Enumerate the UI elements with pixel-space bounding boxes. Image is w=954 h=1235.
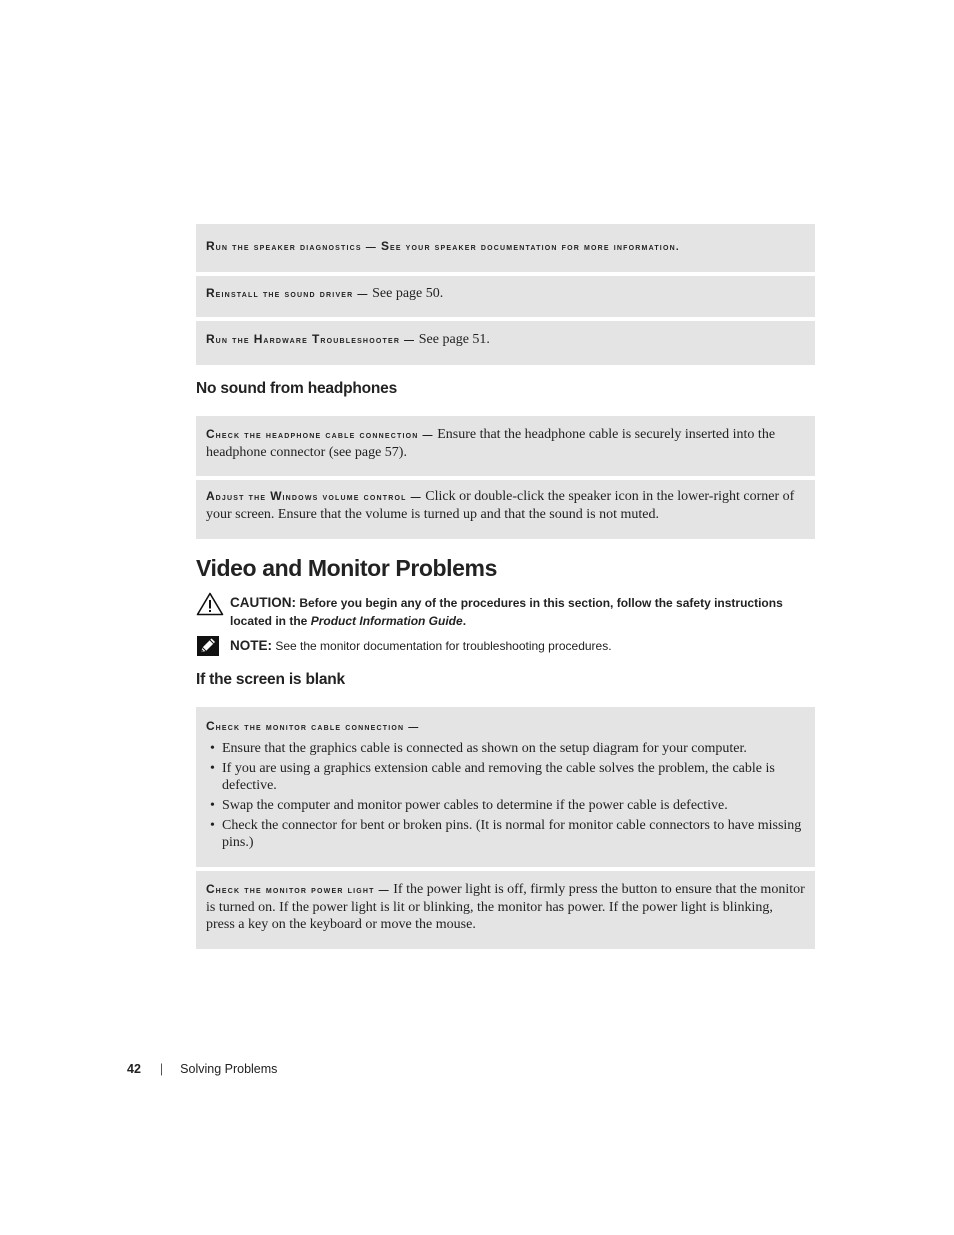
step-run-hardware-troubleshooter	[196, 321, 815, 365]
step-check-monitor-power-light	[196, 871, 815, 949]
step-run-speaker-diagnostics	[196, 224, 815, 272]
footer-separator: |	[159, 1062, 164, 1076]
caution-notice	[196, 594, 815, 630]
video-section-title: Video and Monitor Problems	[196, 555, 497, 581]
step-heading: Adjust the Windows volume control —	[206, 489, 422, 503]
caution-text: Before you begin any of the procedures in this section, follow the safety instructions located in the Product Information Guide.	[230, 596, 783, 628]
note-notice	[196, 637, 815, 655]
step-check-monitor-cable	[196, 707, 815, 867]
step-body: See page 50.	[372, 286, 444, 301]
step-heading: Run the Hardware Troubleshooter —	[206, 332, 416, 346]
step-heading: Check the monitor power light —	[206, 882, 390, 896]
note-label: NOTE:	[230, 638, 272, 653]
page-number: 42	[127, 1062, 141, 1076]
step-body: If the power light is off, firmly press the button to ensure that the monitor is turned on. If the power light is lit or blinking, the monitor has power. If the power light is blinking, press a key on the keyboard or move the mouse.	[206, 882, 805, 932]
step-body: See page 51.	[418, 332, 490, 347]
step-reinstall-sound-driver	[196, 276, 815, 317]
pencil-note-icon	[196, 635, 220, 662]
list-item: • If you are using a graphics extension cable and removing the cable solves the problem, the cable is defective.	[206, 760, 805, 794]
page-content	[196, 224, 815, 953]
caution-label: CAUTION:	[230, 595, 296, 610]
step-heading: Reinstall the sound driver —	[206, 286, 369, 300]
note-text: See the monitor documentation for troubleshooting procedures.	[275, 639, 612, 653]
step-heading: Run the speaker diagnostics — See your speaker documentation for more information.	[206, 239, 680, 253]
screen-blank-heading: If the screen is blank	[196, 671, 345, 688]
step-body: Click or double-click the speaker icon in the lower-right corner of your screen. Ensure that the volume is turned up and that the sound is not muted.	[206, 489, 795, 522]
list-item: • Ensure that the graphics cable is connected as shown on the setup diagram for your computer.	[206, 740, 805, 757]
warning-triangle-icon	[196, 592, 224, 621]
step-body: Ensure that the headphone cable is securely inserted into the headphone connector (see page 57).	[206, 427, 776, 460]
step-heading: Check the headphone cable connection —	[206, 427, 434, 441]
step-adjust-windows-volume	[196, 480, 815, 539]
page-footer	[127, 1062, 277, 1076]
step-check-headphone-cable	[196, 416, 815, 476]
list-item: • Swap the computer and monitor power cables to determine if the power cable is defective.	[206, 797, 805, 814]
list-item: • Check the connector for bent or broken pins. (It is normal for monitor cable connectors to have missing pins.)	[206, 817, 805, 851]
footer-section-name: Solving Problems	[180, 1062, 278, 1076]
headphones-heading: No sound from headphones	[196, 380, 398, 397]
monitor-cable-checklist	[206, 740, 805, 851]
step-heading: Check the monitor cable connection —	[206, 719, 420, 733]
